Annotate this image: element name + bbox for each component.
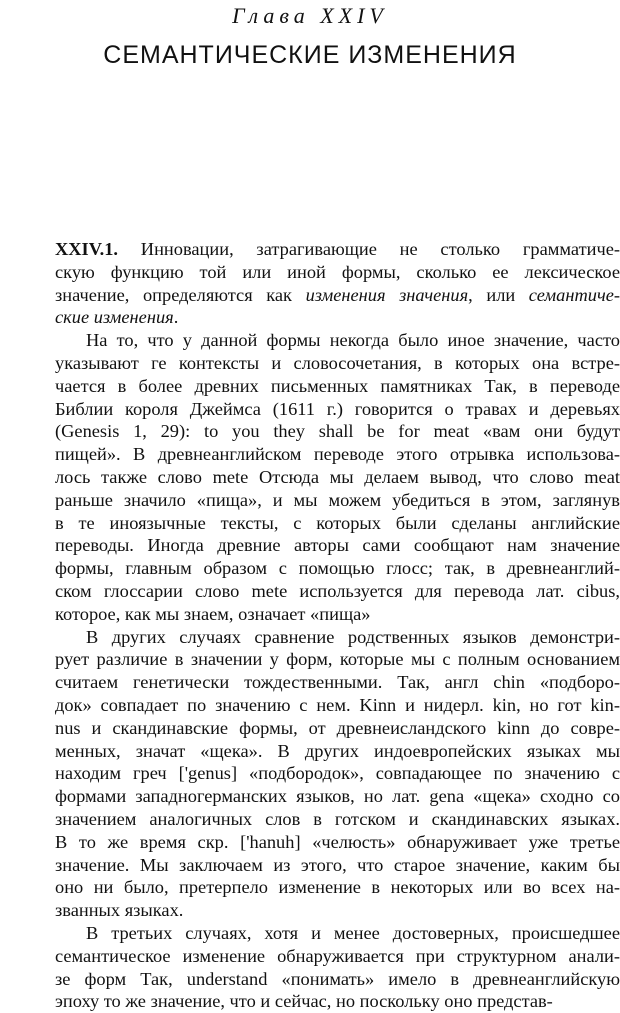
text-line: в те иноязычные тексты, с которых были сделаны английские — [55, 512, 620, 533]
term-meaning-change: изменения значения — [305, 284, 469, 305]
text-line: переводы. Иногда древние авторы сами сообщают нам значение — [55, 535, 620, 556]
text-line: чается в более древних письменных памятниках Так, в переводе — [55, 375, 620, 396]
text-line: Библии короля Джеймса (1611 г.) говорится о травах и деревьях — [55, 398, 620, 419]
text-line: док» совпадает по значению с нем. Kinn и нидерл. kin, но гот kin- — [55, 694, 620, 715]
text-line: nus и скандинавские формы, от древнеисландского kinn до совре- — [55, 717, 620, 738]
text-line: которое, как мы знаем, означает «пища» — [55, 603, 371, 624]
text-line: пищей». В древнеанглийском переводе этого отрывка использова- — [55, 444, 620, 465]
paragraph-4 — [55, 922, 620, 1013]
text-line: указывают ге контексты и словосочетания, в которых она встре- — [55, 352, 620, 373]
text-line: находим греч ['genus] «подбородок», совпадающее по значению с — [55, 763, 620, 784]
text-line: лось также слово mete Отсюда мы делаем вывод, что слово meat — [55, 466, 620, 487]
text-line: XXIV.1. Инновации, затрагивающие не столько грамматиче- — [55, 239, 620, 259]
paragraph-1 — [55, 238, 620, 329]
text-line: зе форм Так, understand «понимать» имело в древнеанглийскую — [55, 968, 620, 989]
text-line: званных языках. — [55, 900, 184, 921]
body-text — [55, 238, 620, 1013]
text-line: значение. Мы заключаем из этого, что старое значение, каким бы — [55, 854, 620, 875]
text-line: В третьих случаях, хотя и менее достоверных, происшедшее — [86, 922, 620, 943]
text-line: ские изменения. — [55, 307, 179, 328]
text-line: В других случаях сравнение родственных языков демонстри- — [86, 626, 620, 647]
text-line: значением аналогичных слов в готском и скандинавских языках. — [55, 808, 620, 829]
text-line: семантическое изменение обнаруживается при структурном анали- — [55, 945, 620, 966]
text-line: менных, значат «щека». В других индоевропейских языках мы — [55, 740, 620, 761]
text-line: формами западногерманских языков, но лат. gena «щека» сходно со — [55, 786, 620, 807]
chapter-title: СЕМАНТИЧЕСКИЕ ИЗМЕНЕНИЯ — [103, 41, 517, 69]
section-number: XXIV.1. — [55, 239, 119, 259]
text-line: ском глоссарии слово mete используется для перевода лат. cibus, — [55, 580, 620, 601]
text-line: скую функцию той или иной формы, сколько ее лексическое — [55, 261, 620, 282]
text-line: формы, главным образом с помощью глосс; так, в древнеанглий- — [55, 558, 620, 579]
chapter-label: Глава XXIV — [232, 3, 388, 28]
text-line: значение, определяются как изменения значения, или семантиче- — [55, 284, 620, 305]
term-semantic-change: семантиче- — [528, 284, 620, 305]
text-line: рует различие в значении у форм, которые мы с полным основанием — [55, 649, 620, 670]
text-line: эпоху то же значение, что и сейчас, но поскольку оно представ- — [55, 991, 553, 1012]
paragraph-3 — [55, 626, 620, 922]
paragraph-2 — [55, 329, 620, 625]
text-line: считаем генетически тождественными. Так, англ chin «подборо- — [55, 672, 620, 693]
text-line: (Genesis 1, 29): to you they shall be for meat «вам они будут — [55, 421, 620, 442]
text-line: раньше значило «пища», и мы можем убедиться в этом, заглянув — [55, 489, 620, 510]
paragraphs — [55, 329, 620, 1013]
text-line: оно ни было, претерпело изменение в некоторых или во всех на- — [55, 877, 620, 898]
text-line: На то, что у данной формы некогда было иное значение, часто — [86, 330, 620, 351]
text-line: В то же время скр. ['hanuh] «челюсть» обнаруживает уже третье — [55, 831, 620, 852]
